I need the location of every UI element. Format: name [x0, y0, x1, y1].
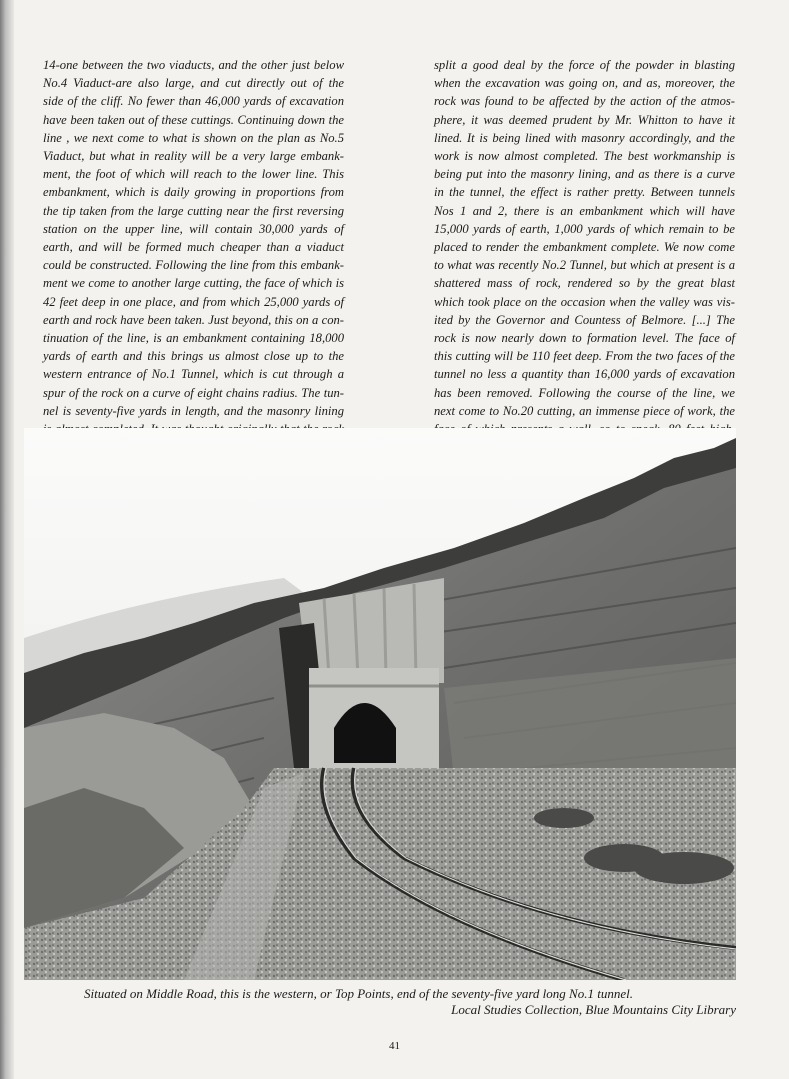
text-line: earth, and will be formed much cheaper than a viaduct [43, 240, 344, 255]
text-line: line , we next come to what is shown on the plan as No.5 [43, 130, 344, 145]
text-line: station on the upper line, will contain 30,000 yards of [43, 221, 344, 236]
text-line: being put into the masonry lining, and as there is a curve [434, 167, 735, 182]
text-line: yards of earth and this brings us almost close up to the [43, 349, 344, 364]
text-line: western entrance of No.1 Tunnel, which is cut through a [43, 367, 344, 382]
text-line: ment, the foot of which will reach to the lower line. This [43, 167, 344, 182]
text-line: to what was recently No.2 Tunnel, but which at present is a [434, 258, 735, 273]
page-binding-edge [0, 0, 14, 1079]
article-text [43, 56, 735, 418]
text-line: which took place on the occasion when the valley was vis- [434, 294, 735, 309]
right-column [434, 56, 735, 418]
text-line: shattered mass of rock, rendered so by the great blast [434, 276, 735, 291]
text-line: has been removed. Following the course of the line, we [434, 385, 735, 400]
text-line: 14-one between the two viaducts, and the other just below [43, 58, 344, 72]
photo-caption [60, 986, 736, 1018]
text-line: ited by the Governor and Countess of Belmore. [...] The [434, 312, 735, 327]
text-line: this cutting will be 110 feet deep. From the two faces of the [434, 349, 735, 364]
text-line: rock was found to be affected by the action of the atmos- [434, 94, 735, 109]
page-number: 41 [389, 1040, 400, 1052]
text-line: Nos 1 and 2, there is an embankment which will have [434, 203, 735, 218]
text-line: work is now almost completed. The best workmanship is [434, 149, 735, 164]
text-line: spur of the rock on a curve of eight chains radius. The tun- [43, 385, 344, 400]
text-line: have been taken out of these cuttings. Continuing down the [43, 112, 344, 127]
text-line: rock is now nearly down to formation level. The face of [434, 331, 735, 346]
text-line: lined. It is being lined with masonry accordingly, and the [434, 130, 735, 145]
text-line: 42 feet deep in one place, and from which 25,000 yards of [43, 294, 344, 309]
tunnel-photograph [24, 428, 736, 980]
left-column [43, 56, 344, 418]
text-line: phere, it was deemed prudent by Mr. Whitton to have it [434, 112, 735, 127]
text-line: the tip taken from the large cutting near the first reversing [43, 203, 344, 218]
text-line: split a good deal by the force of the powder in blasting [434, 58, 735, 72]
text-line: in the tunnel, the effect is rather pretty. Between tunnels [434, 185, 735, 200]
text-line: could be constructed. Following the line from this embank- [43, 258, 344, 273]
caption-credit: Local Studies Collection, Blue Mountains City Library [451, 1002, 736, 1017]
text-line: ment we come to another large cutting, the face of which is [43, 276, 344, 291]
text-line: placed to render the embankment complete. We now come [434, 240, 735, 255]
caption-text: Situated on Middle Road, this is the western, or Top Points, end of the seventy-five yard long No.1 tunnel. [84, 986, 633, 1001]
text-line: Viaduct, but what in reality will be a very large embank- [43, 149, 344, 164]
text-line: nel is seventy-five yards in length, and the masonry lining [43, 403, 344, 418]
text-line: 15,000 yards of earth, 1,000 yards of which remain to be [434, 221, 735, 236]
text-line: tinuation of the line, is an embankment containing 18,000 [43, 331, 344, 346]
text-line: next come to No.20 cutting, an immense piece of work, the [434, 403, 735, 418]
text-line: embankment, which is daily growing in proportions from [43, 185, 344, 200]
text-line: No.4 Viaduct-are also large, and cut directly out of the [43, 76, 344, 91]
text-line: earth and rock have been taken. Just beyond, this on a con- [43, 312, 344, 327]
text-line: side of the cliff. No fewer than 46,000 yards of excavation [43, 94, 344, 109]
text-line: when the excavation was going on, and as, moreover, the [434, 76, 735, 91]
text-line: tunnel no less a quantity than 16,000 yards of excavation [434, 367, 735, 382]
